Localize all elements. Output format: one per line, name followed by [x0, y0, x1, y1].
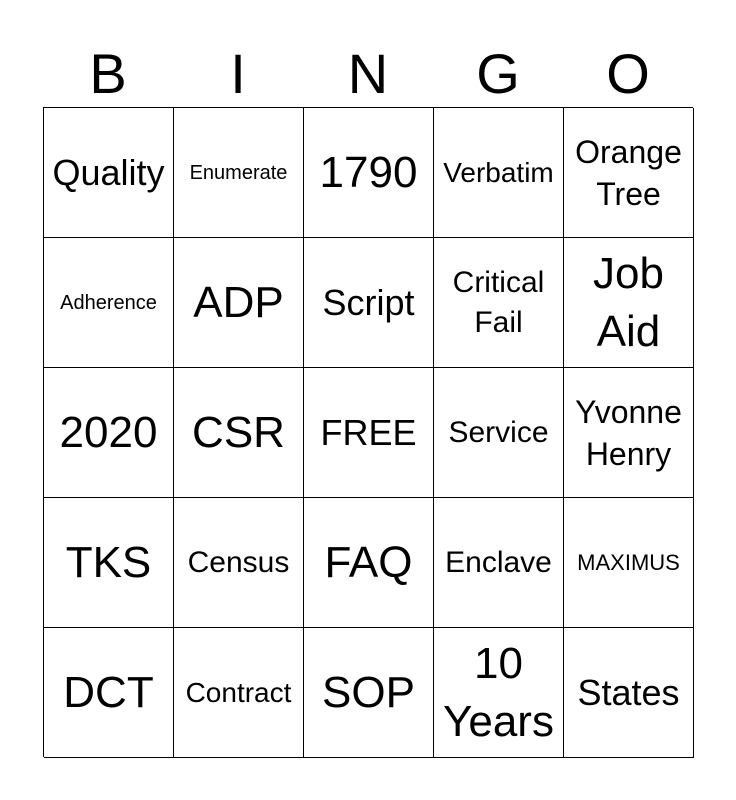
- bingo-cell[interactable]: Enclave: [434, 498, 564, 628]
- bingo-cell[interactable]: FREE: [304, 368, 434, 498]
- bingo-board: [43, 107, 693, 757]
- bingo-cell[interactable]: Yvonne Henry: [564, 368, 694, 498]
- header-letter-g: G: [476, 42, 520, 105]
- bingo-cell[interactable]: Orange Tree: [564, 108, 694, 238]
- bingo-cell[interactable]: Census: [174, 498, 304, 628]
- bingo-cell[interactable]: 10 Years: [434, 628, 564, 758]
- bingo-cell[interactable]: MAXIMUS: [564, 498, 694, 628]
- bingo-cell[interactable]: Verbatim: [434, 108, 564, 238]
- bingo-cell[interactable]: Enumerate: [174, 108, 304, 238]
- bingo-cell[interactable]: Critical Fail: [434, 238, 564, 368]
- bingo-cell[interactable]: Quality: [44, 108, 174, 238]
- header-letter-b: B: [89, 42, 127, 105]
- bingo-cell[interactable]: TKS: [44, 498, 174, 628]
- bingo-cell[interactable]: 1790: [304, 108, 434, 238]
- bingo-cell[interactable]: Contract: [174, 628, 304, 758]
- bingo-cell[interactable]: Adherence: [44, 238, 174, 368]
- bingo-cell[interactable]: Service: [434, 368, 564, 498]
- bingo-cell[interactable]: FAQ: [304, 498, 434, 628]
- bingo-cell[interactable]: DCT: [44, 628, 174, 758]
- bingo-cell[interactable]: States: [564, 628, 694, 758]
- header-letter-n: N: [347, 42, 389, 105]
- bingo-cell[interactable]: SOP: [304, 628, 434, 758]
- bingo-cell[interactable]: 2020: [44, 368, 174, 498]
- bingo-header: [43, 40, 693, 108]
- header-letter-o: O: [606, 42, 650, 105]
- bingo-cell[interactable]: CSR: [174, 368, 304, 498]
- bingo-cell[interactable]: Job Aid: [564, 238, 694, 368]
- bingo-cell[interactable]: Script: [304, 238, 434, 368]
- header-letter-i: I: [230, 42, 246, 105]
- bingo-cell[interactable]: ADP: [174, 238, 304, 368]
